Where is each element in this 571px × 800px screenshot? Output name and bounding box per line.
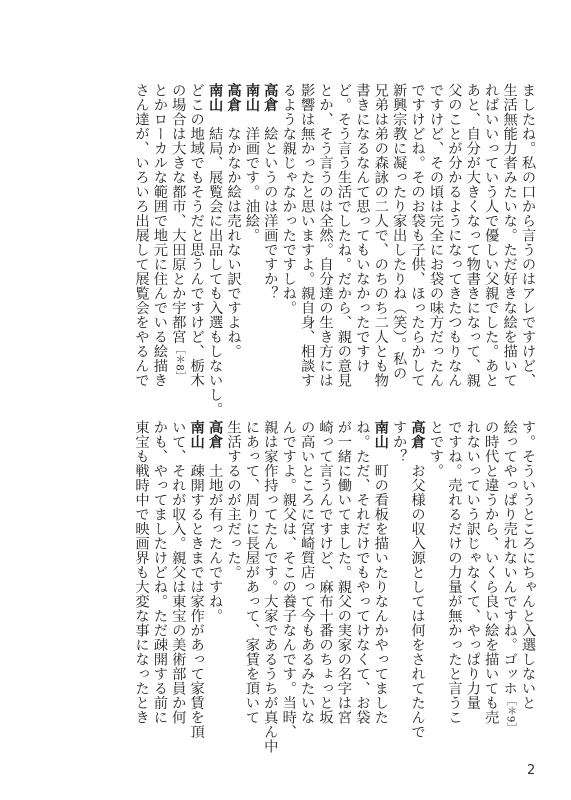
text-line <box>243 420 261 740</box>
line-text: ね。ただ、それだけでもやってけなくて、お袋 <box>354 420 371 725</box>
top-text-block <box>133 83 537 417</box>
line-text: すか？ <box>391 420 408 464</box>
text-line <box>463 420 481 740</box>
text-line <box>261 83 279 399</box>
line-text: 書きになるなんて思ってもいなかったですけ <box>354 83 371 373</box>
text-line <box>519 83 537 399</box>
footnote-marker: ［＊9］ <box>504 695 516 733</box>
text-line <box>335 420 353 740</box>
line-text: るような親じゃなかったですしね。 <box>280 83 297 315</box>
text-line <box>132 83 150 399</box>
line-text: さん達が、いろいろ出展して展覧会をやるんで <box>133 83 150 388</box>
text-line <box>298 83 316 399</box>
speaker-name: 南山 <box>207 83 224 112</box>
text-line <box>316 420 334 740</box>
text-line <box>353 83 371 399</box>
line-text: 親は家作持ってたんです。大家であるうちが真ん中 <box>262 420 279 754</box>
footnote-marker: ［＊8］ <box>173 344 185 382</box>
text-line <box>390 420 408 740</box>
speaker-name: 南山 <box>243 83 260 112</box>
text-line <box>335 83 353 399</box>
line-text: 絵ってやっぱり売れないんですね。ゴッホ <box>501 420 518 696</box>
text-line <box>353 420 371 740</box>
line-text: 新興宗教に凝ったり家出したりね（笑）。私の <box>391 83 408 381</box>
speaker-name: 高倉 <box>262 83 279 112</box>
text-line <box>463 83 481 399</box>
line-text: ど。そう言う生活でしたね。だから、親の意見 <box>335 83 352 388</box>
text-line <box>390 83 408 399</box>
text-line <box>408 83 426 399</box>
text-line <box>224 420 242 740</box>
line-text: 生活するのが主だった。 <box>225 420 242 580</box>
text-line <box>371 420 389 740</box>
line-text: ればいいっていう人で優しい父親でした。あと <box>483 83 500 388</box>
line-text: れないっていう訳じゃなくて、やっぱり力量 <box>464 420 481 710</box>
page-number: 2 <box>527 763 536 778</box>
line-text: ですけど、その頃は完全にお袋の味方だったん <box>427 83 444 388</box>
line-text: あと、自分が大きくなって物書きになって、親 <box>464 83 481 388</box>
line-text: どこの地域でもそうだと思うんですけど、栃木 <box>188 83 205 388</box>
line-text: 父のことが分かるようになってきたつもりなん <box>446 83 463 388</box>
line-text: 洋画です。油絵。 <box>243 126 260 243</box>
line-text: お父様の収入源としては何をされてたんで <box>409 463 426 739</box>
text-line <box>427 83 445 399</box>
speaker-name: 南山 <box>188 420 205 449</box>
text-line <box>243 83 261 399</box>
line-text: す。そういうところにちゃんと入選しないと <box>520 420 536 710</box>
line-text: の時代と違うから、いくら良い絵を描いても売 <box>483 420 500 725</box>
line-text: が一緒に働いてました。親父の実家の名字は宮 <box>335 420 352 725</box>
line-text: とです。 <box>427 420 444 478</box>
speaker-name: 高倉 <box>225 83 242 112</box>
text-line <box>519 420 537 740</box>
speaker-name: 南山 <box>372 420 389 449</box>
line-text: 疎開するときまでは家作があって家賃を頂 <box>188 463 205 739</box>
line-text: とかローカルな範囲で地元に住んでいる絵描き <box>151 83 168 388</box>
text-line <box>500 83 518 399</box>
line-text: の高いところに宮崎質店って今もあるみたいな <box>299 420 316 725</box>
text-line <box>482 420 500 740</box>
speaker-name: 高倉 <box>409 420 426 449</box>
text-line <box>427 420 445 740</box>
text-line <box>279 83 297 399</box>
line-text: 絵というのは洋画ですか？ <box>262 126 279 301</box>
text-line <box>187 83 205 399</box>
text-line <box>371 83 389 399</box>
text-line <box>132 420 150 740</box>
text-line <box>150 83 168 399</box>
line-text: 東宝も戦時中で映画界も大変な事になったとき <box>133 420 150 725</box>
text-line <box>500 420 518 740</box>
line-text: ましたね。私の口から言うのはアレですけど、 <box>520 83 536 388</box>
line-text: 生活無能力者みたいな。ただ好きな絵を描いて <box>501 83 518 388</box>
line-text: 町の看板を描いたりなんかやってました <box>372 463 389 725</box>
text-line <box>316 83 334 399</box>
speaker-name: 高倉 <box>207 420 224 449</box>
line-text: んですよ。親父は、そこの養子なんです。当時、 <box>280 420 297 739</box>
line-text: いて、それが収入。親父は東宝の美術部員か何 <box>170 420 187 725</box>
line-text: とか、そう言うのは全然。自分達の生き方には <box>317 83 334 388</box>
line-text: 結局、展覧会に出品しても入選もしないし。 <box>207 126 224 417</box>
text-line <box>482 83 500 399</box>
text-line <box>445 420 463 740</box>
text-line <box>408 420 426 740</box>
text-line <box>150 420 168 740</box>
text-line <box>224 83 242 399</box>
text-line <box>169 420 187 740</box>
line-text: 影響は無かったと思いますよ。親自身、相談す <box>299 83 316 388</box>
line-text: なかなか絵は売れない訳ですよね。 <box>225 126 242 359</box>
line-text: 土地が有ったんですね。 <box>207 463 224 623</box>
line-text: 崎って言うんですけど、麻布十番のちょっと坂 <box>317 420 334 725</box>
text-line <box>279 420 297 740</box>
line-text: ですけどね。そのお袋も子供、ほったらかして <box>409 83 426 388</box>
line-text: かも、やってましたけどね。ただ疎開する前に <box>151 420 168 725</box>
text-line <box>298 420 316 740</box>
text-line <box>169 83 187 399</box>
bottom-text-block <box>133 420 537 754</box>
line-text: の場合は大きな都市、大田原とか宇都宮 <box>170 83 187 344</box>
text-line <box>187 420 205 740</box>
text-line <box>261 420 279 754</box>
text-line <box>206 83 224 417</box>
text-line <box>445 83 463 399</box>
line-text: ですね。売れるだけの力量が無かったと言うこ <box>446 420 463 725</box>
text-line <box>206 420 224 740</box>
line-text: 兄弟は弟の森詠の二人で、のちのち二人とも物 <box>372 83 389 388</box>
line-text: にあって、周りに長屋があって、家賃を頂いて <box>243 420 260 725</box>
